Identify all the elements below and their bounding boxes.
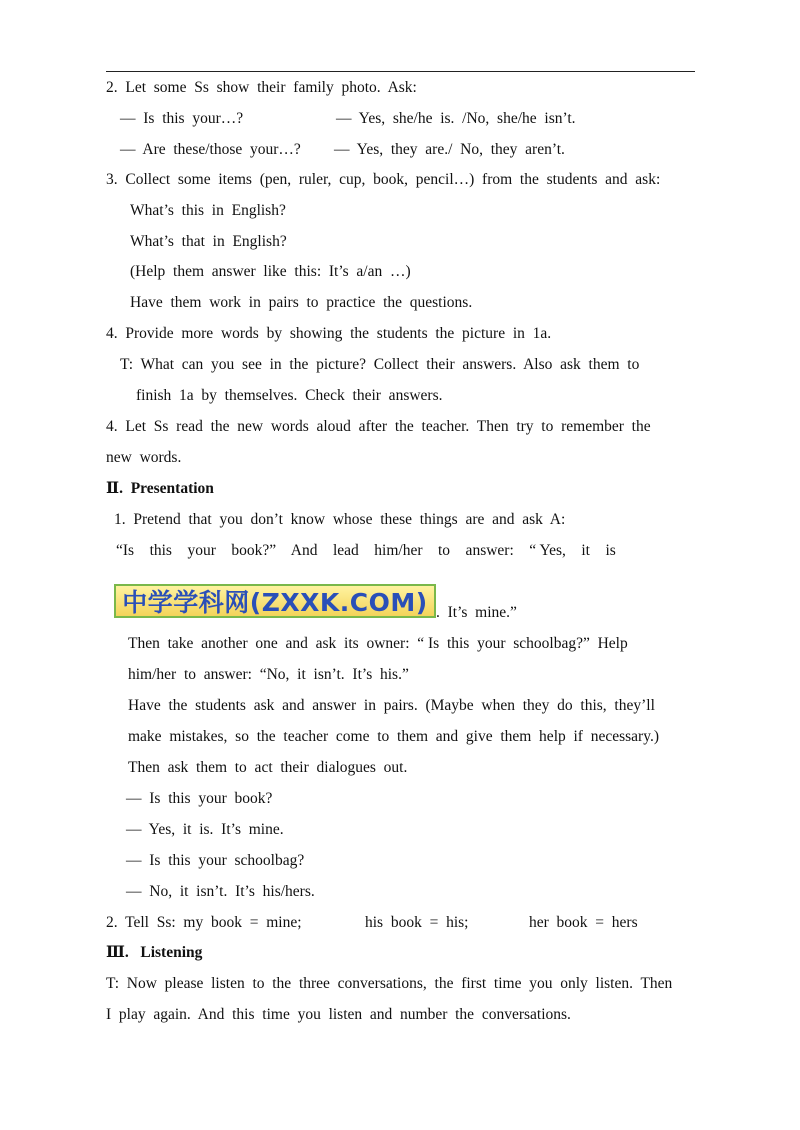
header-rule	[106, 71, 695, 72]
dialogue-line-schoolbag-question: — Is this your schoolbag?	[126, 852, 305, 869]
teacher-question: T: What can you see in the picture? Collect their answers. Also ask them to	[120, 356, 640, 373]
step-4-read-words-cont: new words.	[106, 449, 182, 466]
presentation-step-1: 1. Pretend that you don’t know whose these things are and ask A:	[114, 511, 566, 528]
logo-text: 中学学科网(ZXXK.COM)	[122, 588, 428, 617]
question-this: What’s this in English?	[130, 202, 286, 219]
help-answer-line: him/her to answer: “No, it isn’t. It’s his.”	[128, 666, 409, 683]
teacher-instruction: finish 1a by themselves. Check their answers.	[136, 387, 443, 404]
step-2-family-photo: 2. Let some Ss show their family photo. Ask:	[106, 79, 417, 96]
question-that: What’s that in English?	[130, 233, 287, 250]
dialogue-line-schoolbag-answer: — No, it isn’t. It’s his/hers.	[126, 883, 315, 900]
section-presentation-heading: Ⅱ. Presentation	[106, 480, 214, 497]
listening-instruction-2: I play again. And this time you listen and number the conversations.	[106, 1006, 571, 1023]
dialogue-line-book-answer: — Yes, it is. It’s mine.	[126, 821, 284, 838]
dialogue-question-2: — Are these/those your…?	[120, 141, 301, 158]
pair-practice: Have them work in pairs to practice the questions.	[130, 294, 473, 311]
help-note: (Help them answer like this: It’s a/an …)	[130, 263, 411, 280]
possessive-hers: her book = hers	[529, 914, 638, 931]
pairs-line: Have the students ask and answer in pairs. (Maybe when they do this, they’ll	[128, 697, 655, 714]
dialogue-question-1: — Is this your…?	[120, 110, 244, 127]
possessive-mine: 2. Tell Ss: my book = mine;	[106, 914, 302, 931]
dialogue-answer-1: — Yes, she/he is. /No, she/he isn’t.	[336, 110, 576, 127]
zxxk-logo	[114, 584, 436, 618]
dialogue-line-book-question: — Is this your book?	[126, 790, 273, 807]
possessive-his: his book = his;	[365, 914, 469, 931]
step-3-collect-items: 3. Collect some items (pen, ruler, cup, book, pencil…) from the students and ask:	[106, 171, 661, 188]
mistakes-line: make mistakes, so the teacher come to them and give them help if necessary.)	[128, 728, 659, 745]
presentation-dialogue-line: “Is this your book?” And lead him/her to answer: “ Yes, it is	[116, 542, 616, 559]
dialogue-answer-2: — Yes, they are./ No, they aren’t.	[334, 141, 565, 158]
its-mine-line: . It’s mine.”	[436, 604, 517, 621]
step-4-read-words: 4. Let Ss read the new words aloud after the teacher. Then try to remember the	[106, 418, 651, 435]
listening-instruction-1: T: Now please listen to the three conversations, the first time you only listen. Then	[106, 975, 673, 992]
section-listening-heading: Ⅲ. Listening	[106, 944, 203, 961]
act-out-line: Then ask them to act their dialogues out.	[128, 759, 408, 776]
another-owner-line: Then take another one and ask its owner: “ Is this your schoolbag?” Help	[128, 635, 628, 652]
step-4-provide-words: 4. Provide more words by showing the students the picture in 1a.	[106, 325, 552, 342]
